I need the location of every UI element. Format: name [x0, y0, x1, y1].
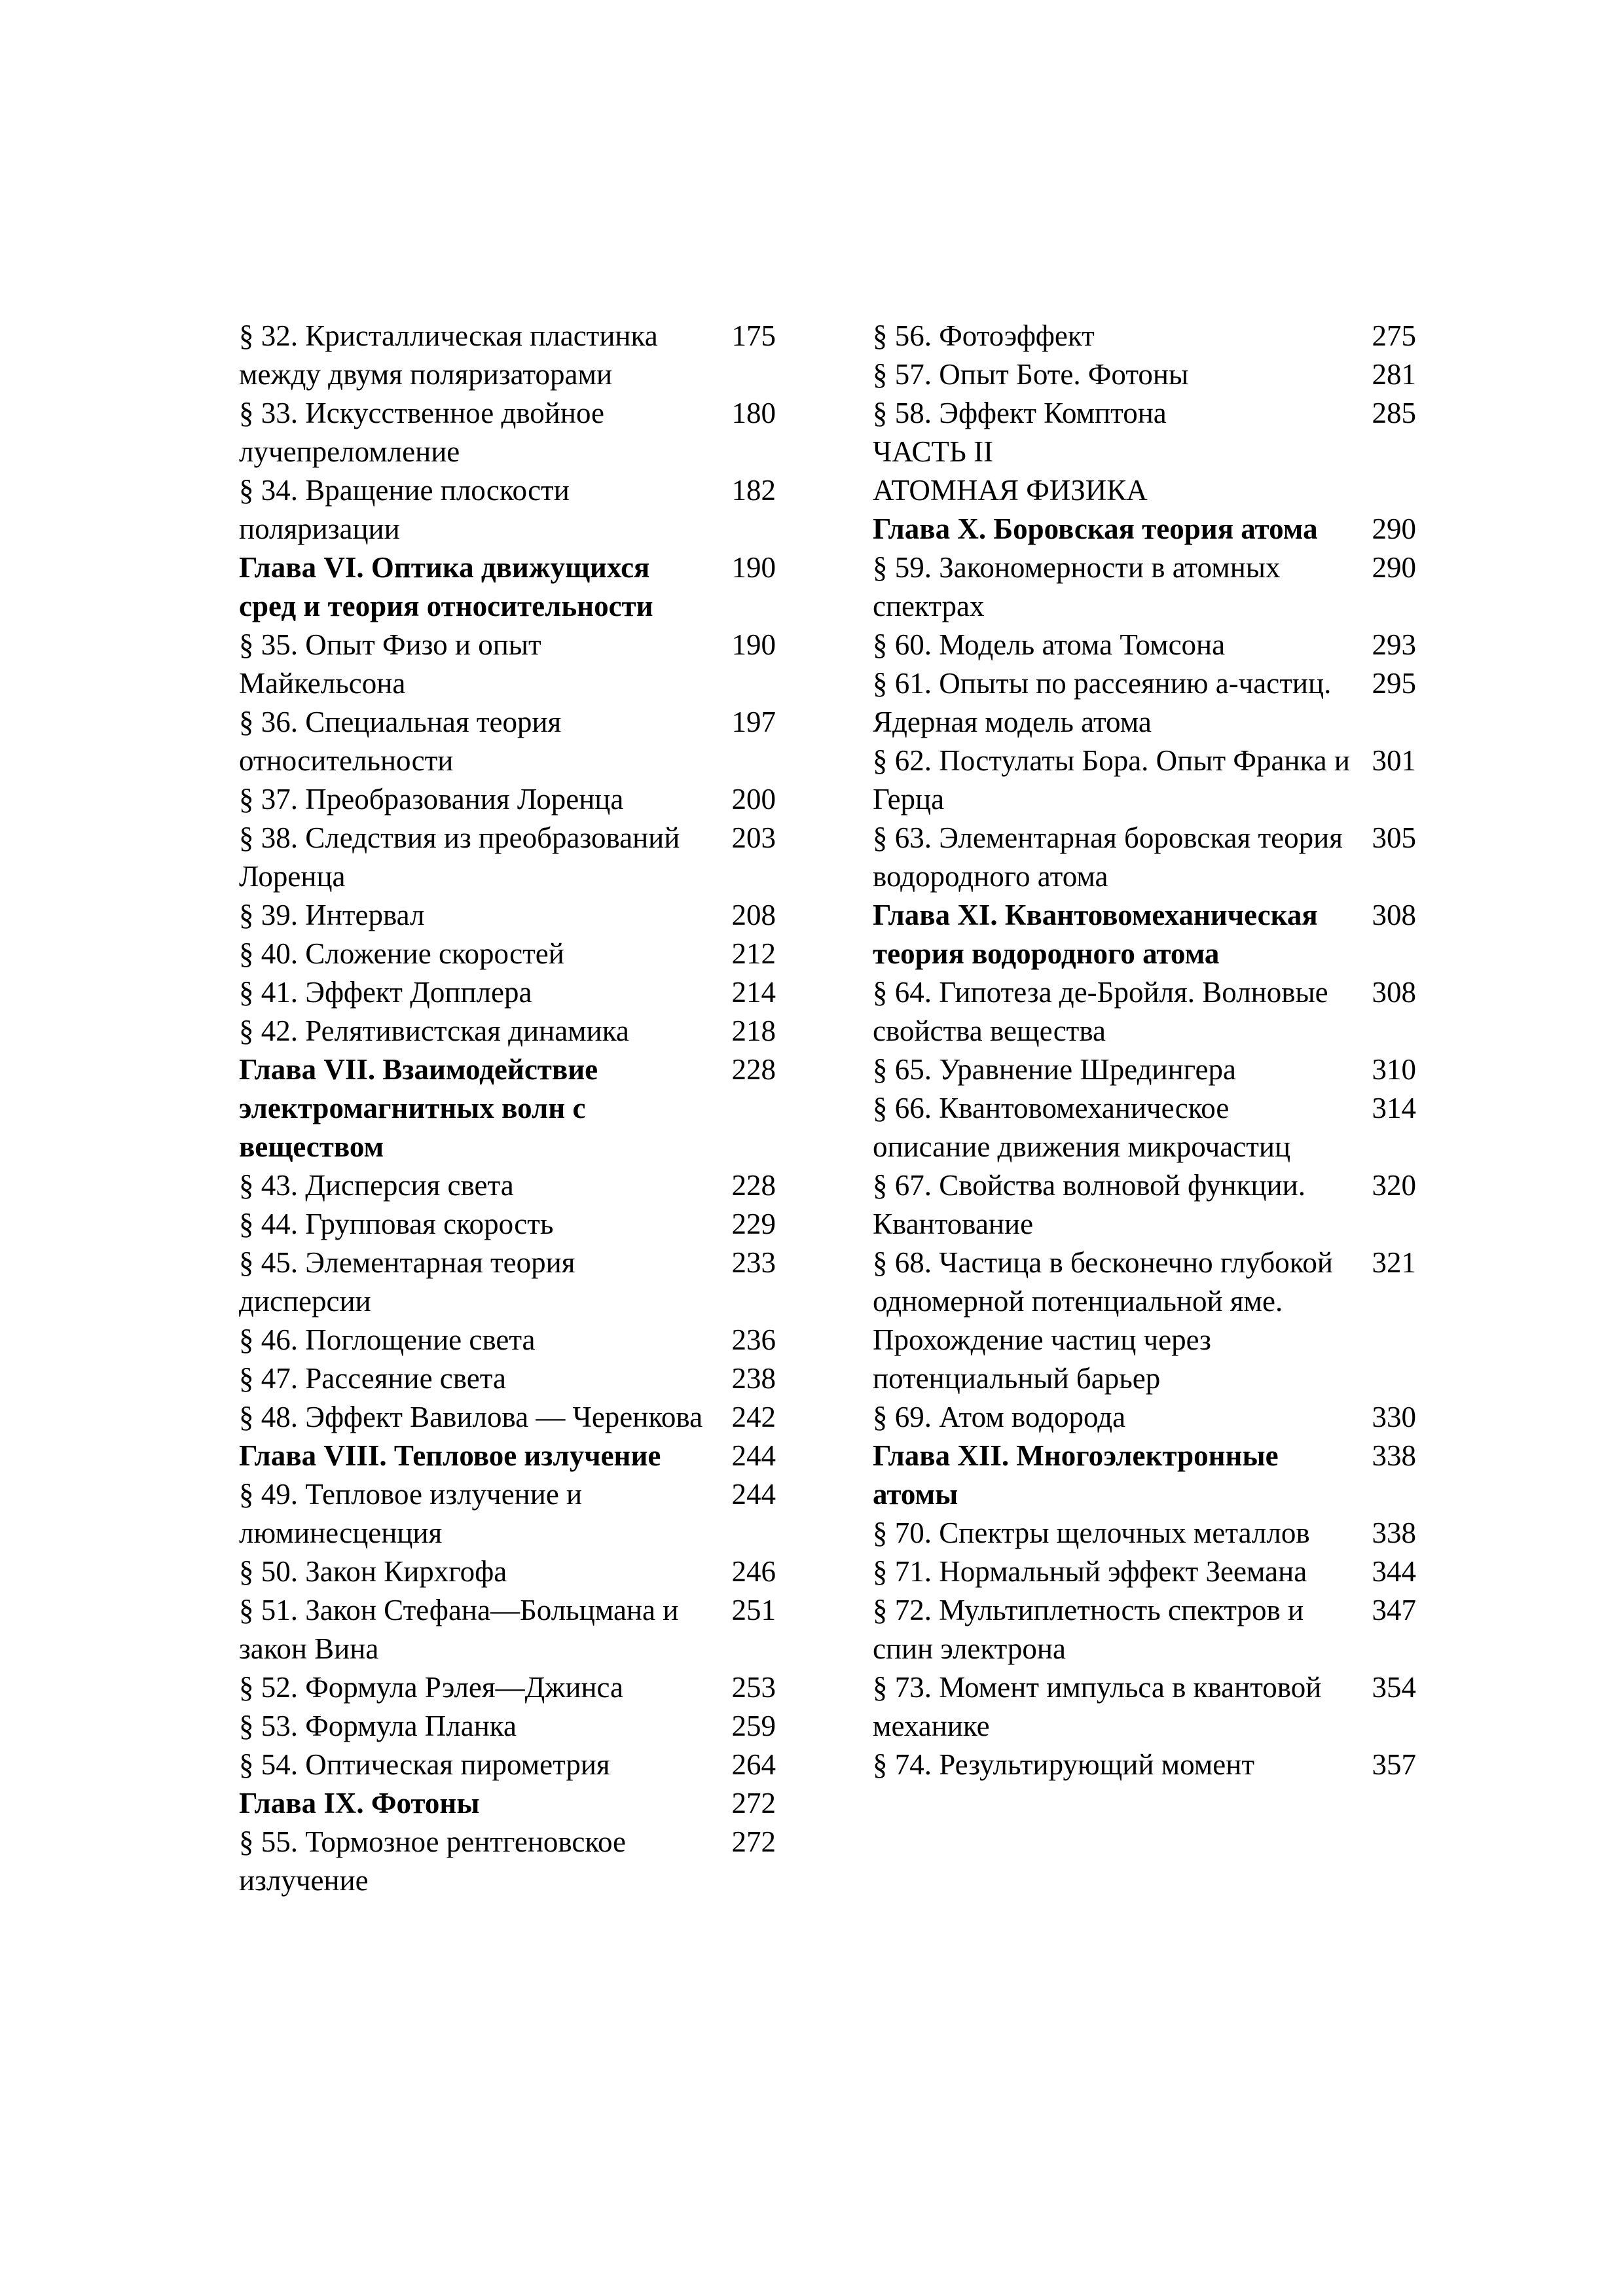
toc-entry-67: [873, 1166, 1416, 1244]
toc-entry-56: [873, 317, 1416, 355]
toc-chapter-title: Глава IX. Фотоны: [239, 1787, 480, 1820]
toc-part-title: АТОМНАЯ ФИЗИКА: [873, 474, 1148, 507]
toc-entry-59: [873, 548, 1416, 626]
toc-entry-title: § 46. Поглощение света: [239, 1323, 536, 1356]
toc-entry-title: § 40. Сложение скоростей: [239, 937, 564, 970]
toc-entry-page: 347: [1372, 1594, 1416, 1626]
toc-right-column: [873, 317, 1416, 1784]
toc-entry-page: 212: [731, 937, 776, 970]
toc-entry-69: [873, 1398, 1416, 1437]
toc-entry-page: 218: [731, 1014, 776, 1047]
toc-entry-title: § 35. Опыт Физо и опыт Майкельсона: [239, 628, 541, 700]
toc-entry-page: 200: [731, 783, 776, 816]
toc-entry-page: 214: [731, 976, 776, 1009]
toc-entry-66: [873, 1089, 1416, 1166]
toc-entry-title: § 54. Оптическая пирометрия: [239, 1748, 610, 1781]
toc-entry-title: § 44. Групповая скорость: [239, 1208, 554, 1240]
toc-chapter-title: Глава VII. Взаимодействие электромагнитных волн с веществом: [239, 1053, 598, 1163]
toc-entry-title: § 66. Квантовомеханическое описание движения микрочастиц: [873, 1092, 1291, 1163]
toc-entry-title: § 49. Тепловое излучение и люминесценция: [239, 1478, 583, 1549]
toc-entry-page: 321: [1372, 1246, 1416, 1279]
toc-entry-page: 293: [1372, 628, 1416, 661]
toc-entry-page: 244: [731, 1478, 776, 1511]
toc-entry-title: § 37. Преобразования Лоренца: [239, 783, 624, 816]
toc-entry-48: [239, 1398, 776, 1437]
toc-entry-title: § 59. Закономерности в атомных спектрах: [873, 551, 1281, 622]
toc-entry-title: § 45. Элементарная теория дисперсии: [239, 1246, 575, 1318]
toc-entry-title: § 64. Гипотеза де-Бройля. Волновые свойства вещества: [873, 976, 1328, 1047]
toc-chapter-title: Глава XI. Квантовомеханическая теория водородного атома: [873, 899, 1318, 970]
toc-entry-title: § 58. Эффект Комптона: [873, 397, 1167, 429]
toc-entry-page: 338: [1372, 1516, 1416, 1549]
toc-entry-55: [239, 1823, 776, 1900]
toc-entry-page: 259: [731, 1710, 776, 1742]
toc-entry-title: § 69. Атом водорода: [873, 1401, 1126, 1433]
toc-entry-title: § 55. Тормозное рентгеновское излучение: [239, 1825, 626, 1897]
toc-chapter-7: [239, 1050, 776, 1166]
toc-entry-page: 242: [731, 1401, 776, 1433]
toc-entry-title: § 61. Опыты по рассеянию a-частиц. Ядерная модель атома: [873, 667, 1332, 738]
toc-chapter-9: [239, 1784, 776, 1823]
toc-entry-42: [239, 1012, 776, 1050]
toc-chapter-6: [239, 548, 776, 626]
toc-entry-title: § 57. Опыт Боте. Фотоны: [873, 358, 1189, 391]
toc-entry-41: [239, 973, 776, 1012]
toc-chapter-12: [873, 1437, 1416, 1514]
toc-entry-64: [873, 973, 1416, 1050]
toc-entry-page: 290: [1372, 551, 1416, 584]
toc-entry-title: § 68. Частица в бесконечно глубокой одномерной потенциальной яме. Прохождение частиц через потенциальный барьер: [873, 1246, 1333, 1395]
toc-entry-51: [239, 1591, 776, 1668]
toc-entry-page: 272: [731, 1787, 776, 1820]
toc-entry-title: § 70. Спектры щелочных металлов: [873, 1516, 1310, 1549]
toc-entry-page: 238: [731, 1362, 776, 1395]
toc-entry-35: [239, 626, 776, 703]
toc-entry-57: [873, 355, 1416, 394]
toc-entry-page: 246: [731, 1555, 776, 1588]
toc-entry-61: [873, 664, 1416, 742]
toc-entry-62: [873, 742, 1416, 819]
toc-entry-title: § 71. Нормальный эффект Зеемана: [873, 1555, 1307, 1588]
toc-entry-title: § 53. Формула Планка: [239, 1710, 517, 1742]
toc-entry-71: [873, 1552, 1416, 1591]
toc-entry-page: 344: [1372, 1555, 1416, 1588]
toc-entry-title: § 62. Постулаты Бора. Опыт Франка и Герца: [873, 744, 1350, 816]
toc-entry-63: [873, 819, 1416, 896]
toc-entry-title: § 39. Интервал: [239, 899, 425, 931]
toc-entry-title: § 43. Дисперсия света: [239, 1169, 514, 1202]
toc-entry-page: 295: [1372, 667, 1416, 700]
toc-entry-36: [239, 703, 776, 780]
toc-chapter-10: [873, 510, 1416, 548]
toc-entry-page: 253: [731, 1671, 776, 1704]
toc-entry-page: 320: [1372, 1169, 1416, 1202]
toc-entry-title: § 60. Модель атома Томсона: [873, 628, 1226, 661]
toc-left-column: [239, 317, 776, 1900]
toc-entry-title: § 50. Закон Кирхгофа: [239, 1555, 507, 1588]
toc-entry-title: § 73. Момент импульса в квантовой механике: [873, 1671, 1322, 1742]
toc-entry-page: 175: [731, 319, 776, 352]
toc-entry-title: § 72. Мультиплетность спектров и спин электрона: [873, 1594, 1304, 1665]
toc-entry-title: § 41. Эффект Допплера: [239, 976, 532, 1009]
toc-entry-39: [239, 896, 776, 935]
toc-entry-37: [239, 780, 776, 819]
toc-entry-53: [239, 1707, 776, 1746]
toc-entry-page: 229: [731, 1208, 776, 1240]
toc-entry-title: § 47. Рассеяние света: [239, 1362, 506, 1395]
toc-entry-title: § 42. Релятивистская динамика: [239, 1014, 629, 1047]
toc-entry-page: 314: [1372, 1092, 1416, 1124]
toc-entry-54: [239, 1746, 776, 1784]
toc-entry-49: [239, 1475, 776, 1552]
toc-entry-58: [873, 394, 1416, 433]
toc-entry-title: § 74. Результирующий момент: [873, 1748, 1254, 1781]
toc-entry-45: [239, 1244, 776, 1321]
toc-entry-title: § 51. Закон Стефана—Больцмана и закон Вина: [239, 1594, 679, 1665]
toc-entry-38: [239, 819, 776, 896]
toc-part-label: [873, 433, 1416, 471]
toc-entry-34: [239, 471, 776, 548]
toc-entry-40: [239, 935, 776, 973]
toc-chapter-title: Глава XII. Многоэлектронные атомы: [873, 1439, 1279, 1511]
toc-entry-74: [873, 1746, 1416, 1784]
toc-entry-title: § 52. Формула Рэлея—Джинса: [239, 1671, 624, 1704]
toc-entry-32: [239, 317, 776, 394]
toc-entry-page: 272: [731, 1825, 776, 1858]
toc-entry-page: 197: [731, 706, 776, 738]
toc-entry-page: 244: [731, 1439, 776, 1472]
toc-chapter-title: Глава X. Боровская теория атома: [873, 512, 1318, 545]
toc-entry-page: 305: [1372, 821, 1416, 854]
toc-entry-page: 180: [731, 397, 776, 429]
toc-entry-page: 228: [731, 1053, 776, 1086]
toc-chapter-title: Глава VIII. Тепловое излучение: [239, 1439, 661, 1472]
toc-entry-page: 203: [731, 821, 776, 854]
toc-entry-46: [239, 1321, 776, 1359]
toc-entry-title: § 36. Специальная теория относительности: [239, 706, 562, 777]
toc-part-heading: [873, 471, 1416, 510]
toc-entry-title: § 63. Элементарная боровская теория водородного атома: [873, 821, 1343, 893]
toc-entry-page: 330: [1372, 1401, 1416, 1433]
toc-entry-page: 251: [731, 1594, 776, 1626]
toc-entry-page: 264: [731, 1748, 776, 1781]
toc-entry-73: [873, 1668, 1416, 1746]
toc-entry-50: [239, 1552, 776, 1591]
toc-entry-page: 357: [1372, 1748, 1416, 1781]
toc-entry-title: § 32. Кристаллическая пластинка между двумя поляризаторами: [239, 319, 658, 391]
toc-entry-page: 301: [1372, 744, 1416, 777]
toc-entry-page: 285: [1372, 397, 1416, 429]
toc-entry-title: § 33. Искусственное двойное лучепреломление: [239, 397, 604, 468]
toc-entry-page: 290: [1372, 512, 1416, 545]
toc-entry-title: § 65. Уравнение Шредингера: [873, 1053, 1236, 1086]
toc-entry-47: [239, 1359, 776, 1398]
toc-entry-68: [873, 1244, 1416, 1398]
toc-entry-page: 233: [731, 1246, 776, 1279]
toc-entry-43: [239, 1166, 776, 1205]
toc-entry-60: [873, 626, 1416, 664]
toc-chapter-11: [873, 896, 1416, 973]
toc-entry-page: 190: [731, 551, 776, 584]
toc-entry-title: § 67. Свойства волновой функции. Квантование: [873, 1169, 1305, 1240]
toc-entry-44: [239, 1205, 776, 1244]
toc-entry-page: 182: [731, 474, 776, 507]
toc-entry-page: 236: [731, 1323, 776, 1356]
toc-entry-52: [239, 1668, 776, 1707]
toc-entry-title: § 38. Следствия из преобразований Лоренца: [239, 821, 680, 893]
toc-entry-title: § 34. Вращение плоскости поляризации: [239, 474, 570, 545]
toc-entry-page: 275: [1372, 319, 1416, 352]
toc-entry-page: 208: [731, 899, 776, 931]
toc-entry-65: [873, 1050, 1416, 1089]
toc-entry-page: 310: [1372, 1053, 1416, 1086]
toc-entry-title: § 56. Фотоэффект: [873, 319, 1095, 352]
toc-entry-page: 354: [1372, 1671, 1416, 1704]
toc-entry-33: [239, 394, 776, 471]
toc-entry-page: 308: [1372, 899, 1416, 931]
toc-entry-page: 281: [1372, 358, 1416, 391]
toc-entry-70: [873, 1514, 1416, 1552]
toc-entry-72: [873, 1591, 1416, 1668]
toc-part-number: ЧАСТЬ II: [873, 435, 994, 468]
toc-chapter-8: [239, 1437, 776, 1475]
toc-entry-page: 338: [1372, 1439, 1416, 1472]
toc-entry-page: 228: [731, 1169, 776, 1202]
toc-chapter-title: Глава VI. Оптика движущихся сред и теория относительности: [239, 551, 653, 622]
toc-entry-title: § 48. Эффект Вавилова — Черенкова: [239, 1401, 703, 1433]
toc-entry-page: 190: [731, 628, 776, 661]
toc-entry-page: 308: [1372, 976, 1416, 1009]
